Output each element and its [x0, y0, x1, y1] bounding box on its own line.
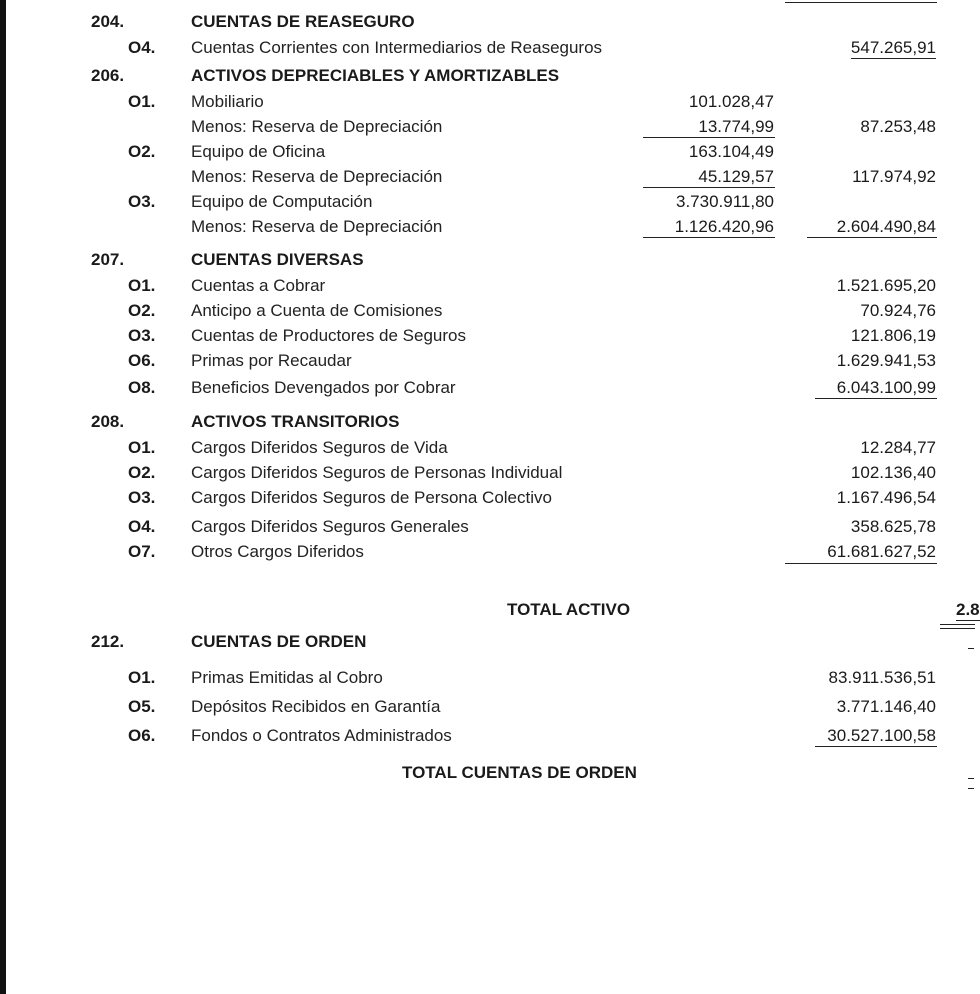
row-amount: 163.104,49 — [688, 142, 774, 161]
row-label: Cargos Diferidos Seguros de Vida — [191, 438, 448, 457]
row-code: O1. — [128, 276, 156, 295]
clipped-mark — [968, 648, 974, 649]
row-label: Anticipo a Cuenta de Comisiones — [191, 301, 443, 320]
total-underline — [815, 746, 937, 747]
row-code: O1. — [128, 438, 156, 457]
row-code: O2. — [128, 463, 156, 482]
amount-underline — [643, 187, 775, 188]
row-code: O4. — [128, 517, 156, 536]
total-activo-double-underline — [940, 628, 975, 629]
row-label: Depósitos Recibidos en Garantía — [191, 697, 441, 716]
total-orden-label: TOTAL CUENTAS DE ORDEN — [402, 763, 637, 782]
clipped-mark — [968, 778, 974, 779]
section-title-204: CUENTAS DE REASEGURO — [191, 12, 415, 31]
row-amount: 45.129,57 — [698, 167, 774, 186]
row-total: 3.771.146,40 — [836, 697, 936, 716]
row-amount: 13.774,99 — [698, 117, 774, 136]
row-label: Cargos Diferidos Seguros de Persona Colectivo — [191, 488, 552, 507]
row-label: Otros Cargos Diferidos — [191, 542, 364, 561]
row-code: O2. — [128, 142, 156, 161]
amount-underline — [643, 137, 775, 138]
row-amount: 3.730.911,80 — [676, 192, 774, 211]
row-total: 102.136,40 — [850, 463, 936, 482]
row-total: 61.681.627,52 — [827, 542, 936, 561]
row-code: O3. — [128, 488, 156, 507]
row-label: Cuentas Corrientes con Intermediarios de Reaseguros — [191, 38, 603, 57]
row-total: 87.253,48 — [860, 117, 936, 136]
section-title-208: ACTIVOS TRANSITORIOS — [191, 412, 400, 431]
row-total: 70.924,76 — [860, 301, 936, 320]
section-code-208: 208. — [91, 412, 125, 431]
row-code: O5. — [128, 697, 156, 716]
row-total: 2.604.490,84 — [836, 217, 936, 236]
section-title-206: ACTIVOS DEPRECIABLES Y AMORTIZABLES — [191, 66, 560, 85]
row-code: O7. — [128, 542, 156, 561]
section-title-207: CUENTAS DIVERSAS — [191, 250, 364, 269]
row-total: 6.043.100,99 — [836, 378, 936, 397]
row-total: 121.806,19 — [850, 326, 936, 345]
row-total: 30.527.100,58 — [827, 726, 936, 745]
row-code: O3. — [128, 326, 156, 345]
row-label: Cuentas a Cobrar — [191, 276, 326, 295]
row-label: Menos: Reserva de Depreciación — [191, 217, 443, 236]
row-total: 117.974,92 — [852, 167, 936, 186]
section-code-206: 206. — [91, 66, 125, 85]
row-label: Cargos Diferidos Seguros de Personas Individual — [191, 463, 563, 482]
row-total: 1.521.695,20 — [836, 276, 936, 295]
row-label: Menos: Reserva de Depreciación — [191, 117, 443, 136]
row-total: 547.265,91 — [850, 38, 936, 57]
row-label: Fondos o Contratos Administrados — [191, 726, 452, 745]
row-total: 1.167.496,54 — [836, 488, 936, 507]
total-underline — [807, 237, 937, 238]
row-total: 12.284,77 — [860, 438, 936, 457]
row-code: O3. — [128, 192, 156, 211]
total-underline — [785, 563, 937, 564]
row-label: Mobiliario — [191, 92, 264, 111]
row-label: Cargos Diferidos Seguros Generales — [191, 517, 469, 536]
total-activo-underline — [940, 624, 975, 625]
row-total: 358.625,78 — [850, 517, 936, 536]
top-clipped-underline — [785, 2, 937, 3]
row-code: O2. — [128, 301, 156, 320]
amount-underline — [643, 237, 775, 238]
row-code: O8. — [128, 378, 156, 397]
row-code: O6. — [128, 351, 156, 370]
row-label: Equipo de Oficina — [191, 142, 326, 161]
row-amount: 101.028,47 — [688, 92, 774, 111]
row-label: Equipo de Computación — [191, 192, 373, 211]
section-code-207: 207. — [91, 250, 125, 269]
row-code: O1. — [128, 92, 156, 111]
page-left-border — [0, 0, 6, 994]
section-title-212: CUENTAS DE ORDEN — [191, 632, 367, 651]
row-label: Beneficios Devengados por Cobrar — [191, 378, 456, 397]
row-code: O4. — [128, 38, 156, 57]
row-label: Primas Emitidas al Cobro — [191, 668, 383, 687]
row-code: O1. — [128, 668, 156, 687]
row-total: 1.629.941,53 — [836, 351, 936, 370]
total-activo-label: TOTAL ACTIVO — [507, 600, 631, 619]
section-code-212: 212. — [91, 632, 125, 651]
row-label: Primas por Recaudar — [191, 351, 352, 370]
clipped-mark — [968, 788, 974, 789]
row-label: Cuentas de Productores de Seguros — [191, 326, 467, 345]
total-activo-value: 2.8 — [956, 600, 980, 619]
row-amount: 1.126.420,96 — [674, 217, 774, 236]
section-code-204: 204. — [91, 12, 125, 31]
row-label: Menos: Reserva de Depreciación — [191, 167, 443, 186]
total-underline — [815, 398, 937, 399]
row-code: O6. — [128, 726, 156, 745]
row-total: 83.911.536,51 — [828, 668, 936, 687]
